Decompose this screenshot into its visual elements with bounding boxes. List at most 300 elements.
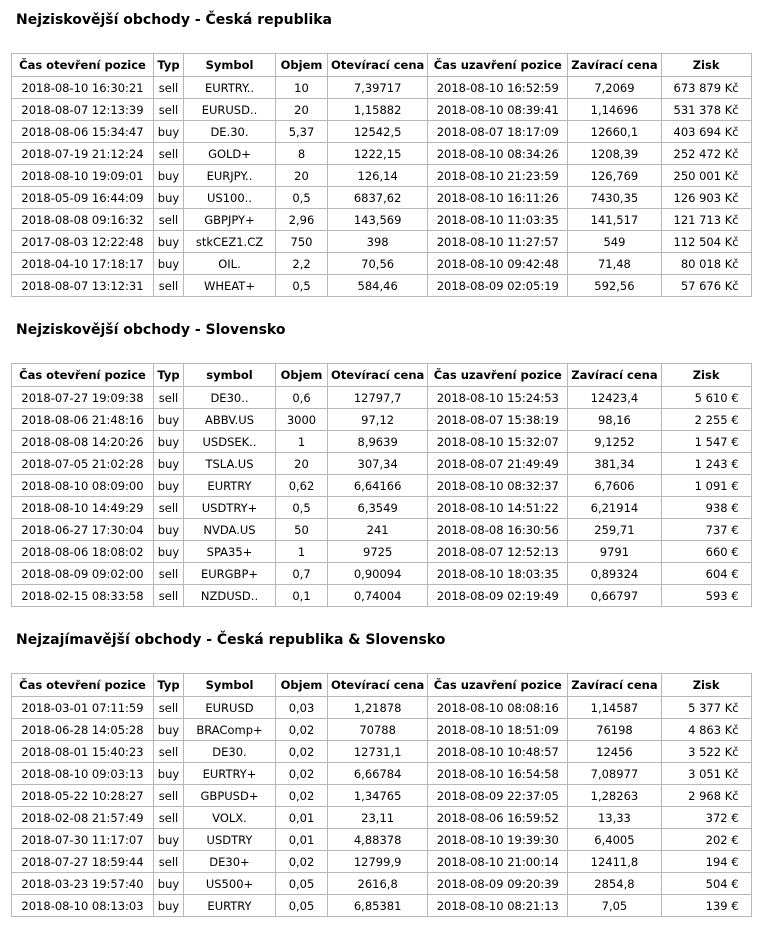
- table-row: [12, 719, 752, 741]
- cell-close-price: 98,16: [568, 409, 661, 431]
- column-header-open-time: Čas otevření pozice: [12, 54, 154, 77]
- cell-close-time: 2018-08-10 16:52:59: [428, 77, 568, 99]
- cell-open-time: 2018-08-01 15:40:23: [12, 741, 154, 763]
- cell-type: sell: [154, 77, 184, 99]
- cell-symbol: EURTRY..: [184, 77, 276, 99]
- cell-close-price: 2854,8: [568, 873, 661, 895]
- cell-open-price: 12542,5: [328, 121, 428, 143]
- cell-close-time: 2018-08-10 14:51:22: [428, 497, 568, 519]
- cell-profit: 1 547 €: [661, 431, 751, 453]
- cell-close-time: 2018-08-07 12:52:13: [428, 541, 568, 563]
- cell-symbol: EURUSD: [184, 697, 276, 719]
- column-header-close-price: Zavírací cena: [568, 674, 661, 697]
- cell-type: buy: [154, 475, 184, 497]
- table-row: [12, 165, 752, 187]
- cell-type: buy: [154, 453, 184, 475]
- cell-profit: 4 863 Kč: [661, 719, 751, 741]
- cell-close-price: 7,08977: [568, 763, 661, 785]
- cell-volume: 2,2: [276, 253, 328, 275]
- cell-symbol: EURTRY: [184, 895, 276, 917]
- cell-close-price: 0,66797: [568, 585, 661, 607]
- cell-open-price: 126,14: [328, 165, 428, 187]
- cell-close-price: 9,1252: [568, 431, 661, 453]
- cell-close-price: 12423,4: [568, 387, 661, 409]
- cell-type: sell: [154, 563, 184, 585]
- cell-symbol: OIL.: [184, 253, 276, 275]
- cell-profit: 504 €: [661, 873, 751, 895]
- table-row: [12, 77, 752, 99]
- cell-profit: 5 610 €: [661, 387, 751, 409]
- cell-profit: 938 €: [661, 497, 751, 519]
- cell-volume: 750: [276, 231, 328, 253]
- cell-profit: 250 001 Kč: [661, 165, 751, 187]
- table-row: [12, 497, 752, 519]
- cell-close-time: 2018-08-08 16:30:56: [428, 519, 568, 541]
- cell-open-price: 1,34765: [328, 785, 428, 807]
- cell-symbol: stkCEZ1.CZ: [184, 231, 276, 253]
- cell-close-time: 2018-08-10 08:32:37: [428, 475, 568, 497]
- column-header-type: Typ: [154, 364, 184, 387]
- cell-open-price: 0,90094: [328, 563, 428, 585]
- cell-symbol: WHEAT+: [184, 275, 276, 297]
- cell-open-time: 2018-08-06 15:34:47: [12, 121, 154, 143]
- cell-close-price: 0,89324: [568, 563, 661, 585]
- cell-open-time: 2018-08-10 08:13:03: [12, 895, 154, 917]
- cell-open-time: 2018-08-07 12:13:39: [12, 99, 154, 121]
- cell-type: buy: [154, 431, 184, 453]
- cell-symbol: USDSEK..: [184, 431, 276, 453]
- cell-close-time: 2018-08-10 21:23:59: [428, 165, 568, 187]
- cell-volume: 3000: [276, 409, 328, 431]
- cell-close-price: 1,14587: [568, 697, 661, 719]
- cell-volume: 0,62: [276, 475, 328, 497]
- table-row: [12, 697, 752, 719]
- table-row: [12, 387, 752, 409]
- cell-symbol: EURJPY..: [184, 165, 276, 187]
- cell-type: sell: [154, 785, 184, 807]
- table-row: [12, 851, 752, 873]
- section-top-trades-sk: [0, 310, 765, 620]
- cell-open-price: 70,56: [328, 253, 428, 275]
- cell-volume: 0,05: [276, 895, 328, 917]
- table-header-row: [12, 54, 752, 77]
- trades-table: [11, 673, 752, 917]
- column-header-close-price: Zavírací cena: [568, 54, 661, 77]
- cell-open-time: 2018-08-08 09:16:32: [12, 209, 154, 231]
- column-header-type: Typ: [154, 54, 184, 77]
- table-row: [12, 585, 752, 607]
- cell-profit: 3 522 Kč: [661, 741, 751, 763]
- cell-close-price: 141,517: [568, 209, 661, 231]
- cell-open-price: 1222,15: [328, 143, 428, 165]
- cell-type: buy: [154, 165, 184, 187]
- cell-open-price: 1,21878: [328, 697, 428, 719]
- cell-open-time: 2018-06-27 17:30:04: [12, 519, 154, 541]
- cell-close-price: 126,769: [568, 165, 661, 187]
- table-row: [12, 785, 752, 807]
- cell-close-price: 6,7606: [568, 475, 661, 497]
- column-header-close-time: Čas uzavření pozice: [428, 674, 568, 697]
- cell-type: buy: [154, 231, 184, 253]
- cell-profit: 1 243 €: [661, 453, 751, 475]
- cell-symbol: GOLD+: [184, 143, 276, 165]
- section-title: Nejziskovější obchody - Česká republika: [16, 12, 332, 28]
- cell-open-price: 7,39717: [328, 77, 428, 99]
- column-header-profit: Zisk: [661, 364, 751, 387]
- table-row: [12, 741, 752, 763]
- cell-type: sell: [154, 387, 184, 409]
- table-row: [12, 275, 752, 297]
- table-row: [12, 143, 752, 165]
- cell-symbol: US100..: [184, 187, 276, 209]
- table-row: [12, 431, 752, 453]
- cell-profit: 126 903 Kč: [661, 187, 751, 209]
- cell-volume: 1: [276, 541, 328, 563]
- cell-open-price: 241: [328, 519, 428, 541]
- cell-open-time: 2018-08-10 19:09:01: [12, 165, 154, 187]
- cell-symbol: ABBV.US: [184, 409, 276, 431]
- cell-close-time: 2018-08-10 11:03:35: [428, 209, 568, 231]
- cell-open-time: 2018-08-06 21:48:16: [12, 409, 154, 431]
- cell-open-time: 2018-07-27 18:59:44: [12, 851, 154, 873]
- cell-volume: 1: [276, 431, 328, 453]
- cell-open-time: 2018-08-09 09:02:00: [12, 563, 154, 585]
- cell-open-time: 2018-07-27 19:09:38: [12, 387, 154, 409]
- column-header-close-price: Zavírací cena: [568, 364, 661, 387]
- cell-close-price: 1,14696: [568, 99, 661, 121]
- table-row: [12, 231, 752, 253]
- cell-type: sell: [154, 741, 184, 763]
- cell-volume: 0,02: [276, 719, 328, 741]
- cell-close-time: 2018-08-10 09:42:48: [428, 253, 568, 275]
- column-header-symbol: symbol: [184, 364, 276, 387]
- cell-open-time: 2018-08-10 14:49:29: [12, 497, 154, 519]
- table-row: [12, 519, 752, 541]
- cell-close-time: 2018-08-10 08:21:13: [428, 895, 568, 917]
- cell-profit: 531 378 Kč: [661, 99, 751, 121]
- cell-type: sell: [154, 697, 184, 719]
- cell-open-price: 23,11: [328, 807, 428, 829]
- cell-symbol: EURGBP+: [184, 563, 276, 585]
- trades-table: [11, 363, 752, 607]
- cell-open-time: 2018-08-07 13:12:31: [12, 275, 154, 297]
- table-header-row: [12, 674, 752, 697]
- cell-volume: 20: [276, 99, 328, 121]
- cell-type: sell: [154, 807, 184, 829]
- cell-open-price: 97,12: [328, 409, 428, 431]
- cell-type: buy: [154, 541, 184, 563]
- cell-symbol: USDTRY: [184, 829, 276, 851]
- table-row: [12, 187, 752, 209]
- cell-type: sell: [154, 497, 184, 519]
- table-row: [12, 541, 752, 563]
- cell-type: buy: [154, 187, 184, 209]
- cell-close-time: 2018-08-09 02:19:49: [428, 585, 568, 607]
- cell-open-time: 2018-02-15 08:33:58: [12, 585, 154, 607]
- table-row: [12, 763, 752, 785]
- cell-close-price: 549: [568, 231, 661, 253]
- cell-type: buy: [154, 121, 184, 143]
- cell-open-price: 12797,7: [328, 387, 428, 409]
- cell-open-price: 6837,62: [328, 187, 428, 209]
- cell-profit: 80 018 Kč: [661, 253, 751, 275]
- cell-volume: 10: [276, 77, 328, 99]
- section-interesting-trades: [0, 620, 765, 929]
- table-row: [12, 209, 752, 231]
- cell-close-time: 2018-08-10 15:32:07: [428, 431, 568, 453]
- cell-symbol: US500+: [184, 873, 276, 895]
- cell-symbol: GBPJPY+: [184, 209, 276, 231]
- cell-open-time: 2018-08-06 18:08:02: [12, 541, 154, 563]
- table-row: [12, 563, 752, 585]
- column-header-close-time: Čas uzavření pozice: [428, 54, 568, 77]
- cell-symbol: NVDA.US: [184, 519, 276, 541]
- cell-close-price: 71,48: [568, 253, 661, 275]
- column-header-open-time: Čas otevření pozice: [12, 364, 154, 387]
- cell-volume: 0,02: [276, 741, 328, 763]
- cell-profit: 3 051 Kč: [661, 763, 751, 785]
- cell-open-time: 2018-05-09 16:44:09: [12, 187, 154, 209]
- column-header-profit: Zisk: [661, 674, 751, 697]
- cell-close-price: 7,2069: [568, 77, 661, 99]
- cell-type: sell: [154, 143, 184, 165]
- cell-close-time: 2018-08-10 18:51:09: [428, 719, 568, 741]
- table-row: [12, 121, 752, 143]
- cell-close-time: 2018-08-10 08:08:16: [428, 697, 568, 719]
- cell-close-time: 2018-08-10 08:39:41: [428, 99, 568, 121]
- cell-volume: 0,1: [276, 585, 328, 607]
- cell-open-price: 307,34: [328, 453, 428, 475]
- table-row: [12, 99, 752, 121]
- cell-open-time: 2018-06-28 14:05:28: [12, 719, 154, 741]
- cell-volume: 20: [276, 453, 328, 475]
- column-header-symbol: Symbol: [184, 54, 276, 77]
- cell-type: buy: [154, 519, 184, 541]
- cell-symbol: USDTRY+: [184, 497, 276, 519]
- section-title: Nejziskovější obchody - Slovensko: [16, 322, 286, 338]
- cell-profit: 252 472 Kč: [661, 143, 751, 165]
- cell-open-price: 6,64166: [328, 475, 428, 497]
- cell-volume: 0,02: [276, 785, 328, 807]
- cell-type: buy: [154, 409, 184, 431]
- cell-profit: 1 091 €: [661, 475, 751, 497]
- cell-volume: 8: [276, 143, 328, 165]
- column-header-open-price: Otevírací cena: [328, 674, 428, 697]
- table-header-row: [12, 364, 752, 387]
- cell-type: buy: [154, 253, 184, 275]
- cell-profit: 112 504 Kč: [661, 231, 751, 253]
- cell-close-price: 259,71: [568, 519, 661, 541]
- cell-profit: 593 €: [661, 585, 751, 607]
- cell-open-time: 2018-08-10 16:30:21: [12, 77, 154, 99]
- cell-close-price: 1208,39: [568, 143, 661, 165]
- cell-profit: 737 €: [661, 519, 751, 541]
- section-top-trades-cz: [0, 0, 765, 310]
- cell-open-price: 12731,1: [328, 741, 428, 763]
- cell-close-price: 12411,8: [568, 851, 661, 873]
- cell-close-time: 2018-08-07 21:49:49: [428, 453, 568, 475]
- cell-symbol: EURTRY: [184, 475, 276, 497]
- cell-close-price: 1,28263: [568, 785, 661, 807]
- cell-open-price: 9725: [328, 541, 428, 563]
- cell-profit: 5 377 Kč: [661, 697, 751, 719]
- cell-open-price: 6,3549: [328, 497, 428, 519]
- cell-open-time: 2018-05-22 10:28:27: [12, 785, 154, 807]
- cell-close-time: 2018-08-06 16:59:52: [428, 807, 568, 829]
- cell-volume: 0,05: [276, 873, 328, 895]
- cell-volume: 0,6: [276, 387, 328, 409]
- cell-open-time: 2018-03-23 19:57:40: [12, 873, 154, 895]
- cell-open-price: 6,66784: [328, 763, 428, 785]
- column-header-open-time: Čas otevření pozice: [12, 674, 154, 697]
- cell-volume: 2,96: [276, 209, 328, 231]
- cell-open-price: 2616,8: [328, 873, 428, 895]
- cell-close-price: 12660,1: [568, 121, 661, 143]
- table-row: [12, 475, 752, 497]
- cell-volume: 0,5: [276, 187, 328, 209]
- cell-symbol: NZDUSD..: [184, 585, 276, 607]
- column-header-open-price: Otevírací cena: [328, 54, 428, 77]
- cell-open-time: 2018-07-05 21:02:28: [12, 453, 154, 475]
- cell-volume: 0,01: [276, 807, 328, 829]
- section-title: Nejzajímavější obchody - Česká republika & Slovensko: [16, 632, 446, 648]
- cell-close-time: 2018-08-10 15:24:53: [428, 387, 568, 409]
- cell-profit: 660 €: [661, 541, 751, 563]
- column-header-open-price: Otevírací cena: [328, 364, 428, 387]
- cell-profit: 139 €: [661, 895, 751, 917]
- table-row: [12, 453, 752, 475]
- cell-open-time: 2018-04-10 17:18:17: [12, 253, 154, 275]
- table-row: [12, 807, 752, 829]
- cell-open-time: 2018-08-10 08:09:00: [12, 475, 154, 497]
- table-row: [12, 253, 752, 275]
- cell-close-time: 2018-08-07 15:38:19: [428, 409, 568, 431]
- cell-open-price: 6,85381: [328, 895, 428, 917]
- cell-close-price: 381,34: [568, 453, 661, 475]
- cell-profit: 403 694 Kč: [661, 121, 751, 143]
- cell-open-price: 143,569: [328, 209, 428, 231]
- table-row: [12, 409, 752, 431]
- cell-symbol: DE30.: [184, 741, 276, 763]
- cell-volume: 0,5: [276, 275, 328, 297]
- cell-open-price: 0,74004: [328, 585, 428, 607]
- cell-open-price: 398: [328, 231, 428, 253]
- cell-type: sell: [154, 99, 184, 121]
- column-header-volume: Objem: [276, 54, 328, 77]
- cell-volume: 5,37: [276, 121, 328, 143]
- cell-close-time: 2018-08-10 21:00:14: [428, 851, 568, 873]
- column-header-type: Typ: [154, 674, 184, 697]
- cell-close-time: 2018-08-07 18:17:09: [428, 121, 568, 143]
- cell-close-time: 2018-08-10 18:03:35: [428, 563, 568, 585]
- cell-type: buy: [154, 873, 184, 895]
- cell-symbol: DE30+: [184, 851, 276, 873]
- cell-type: sell: [154, 275, 184, 297]
- cell-profit: 121 713 Kč: [661, 209, 751, 231]
- cell-type: buy: [154, 895, 184, 917]
- cell-symbol: TSLA.US: [184, 453, 276, 475]
- cell-symbol: SPA35+: [184, 541, 276, 563]
- cell-close-price: 6,21914: [568, 497, 661, 519]
- cell-profit: 372 €: [661, 807, 751, 829]
- cell-close-time: 2018-08-10 19:39:30: [428, 829, 568, 851]
- cell-close-price: 12456: [568, 741, 661, 763]
- column-header-profit: Zisk: [661, 54, 751, 77]
- column-header-symbol: Symbol: [184, 674, 276, 697]
- cell-open-price: 12799,9: [328, 851, 428, 873]
- cell-type: buy: [154, 719, 184, 741]
- table-row: [12, 829, 752, 851]
- cell-close-time: 2018-08-10 16:54:58: [428, 763, 568, 785]
- cell-volume: 0,7: [276, 563, 328, 585]
- cell-symbol: GBPUSD+: [184, 785, 276, 807]
- cell-volume: 20: [276, 165, 328, 187]
- cell-close-time: 2018-08-09 02:05:19: [428, 275, 568, 297]
- cell-symbol: EURTRY+: [184, 763, 276, 785]
- cell-open-price: 4,88378: [328, 829, 428, 851]
- cell-open-time: 2017-08-03 12:22:48: [12, 231, 154, 253]
- cell-open-price: 584,46: [328, 275, 428, 297]
- table-row: [12, 895, 752, 917]
- cell-volume: 0,02: [276, 851, 328, 873]
- cell-close-time: 2018-08-09 22:37:05: [428, 785, 568, 807]
- cell-type: buy: [154, 829, 184, 851]
- cell-close-time: 2018-08-10 11:27:57: [428, 231, 568, 253]
- cell-close-price: 7,05: [568, 895, 661, 917]
- cell-close-time: 2018-08-09 09:20:39: [428, 873, 568, 895]
- cell-symbol: VOLX.: [184, 807, 276, 829]
- cell-close-price: 76198: [568, 719, 661, 741]
- cell-profit: 194 €: [661, 851, 751, 873]
- cell-close-time: 2018-08-10 08:34:26: [428, 143, 568, 165]
- cell-open-time: 2018-08-08 14:20:26: [12, 431, 154, 453]
- cell-profit: 202 €: [661, 829, 751, 851]
- cell-type: sell: [154, 585, 184, 607]
- cell-type: sell: [154, 851, 184, 873]
- cell-type: buy: [154, 763, 184, 785]
- table-row: [12, 873, 752, 895]
- cell-open-time: 2018-07-19 21:12:24: [12, 143, 154, 165]
- cell-open-time: 2018-07-30 11:17:07: [12, 829, 154, 851]
- cell-close-price: 13,33: [568, 807, 661, 829]
- cell-close-price: 6,4005: [568, 829, 661, 851]
- cell-profit: 2 255 €: [661, 409, 751, 431]
- cell-close-time: 2018-08-10 16:11:26: [428, 187, 568, 209]
- cell-open-price: 70788: [328, 719, 428, 741]
- cell-symbol: DE.30.: [184, 121, 276, 143]
- cell-symbol: EURUSD..: [184, 99, 276, 121]
- cell-type: sell: [154, 209, 184, 231]
- cell-close-price: 9791: [568, 541, 661, 563]
- cell-open-price: 1,15882: [328, 99, 428, 121]
- trades-table: [11, 53, 752, 297]
- cell-profit: 2 968 Kč: [661, 785, 751, 807]
- cell-open-time: 2018-08-10 09:03:13: [12, 763, 154, 785]
- cell-close-time: 2018-08-10 10:48:57: [428, 741, 568, 763]
- cell-close-price: 7430,35: [568, 187, 661, 209]
- cell-volume: 0,01: [276, 829, 328, 851]
- cell-open-price: 8,9639: [328, 431, 428, 453]
- cell-volume: 50: [276, 519, 328, 541]
- column-header-close-time: Čas uzavření pozice: [428, 364, 568, 387]
- cell-close-price: 592,56: [568, 275, 661, 297]
- cell-profit: 673 879 Kč: [661, 77, 751, 99]
- cell-volume: 0,03: [276, 697, 328, 719]
- cell-volume: 0,5: [276, 497, 328, 519]
- cell-open-time: 2018-03-01 07:11:59: [12, 697, 154, 719]
- cell-open-time: 2018-02-08 21:57:49: [12, 807, 154, 829]
- cell-volume: 0,02: [276, 763, 328, 785]
